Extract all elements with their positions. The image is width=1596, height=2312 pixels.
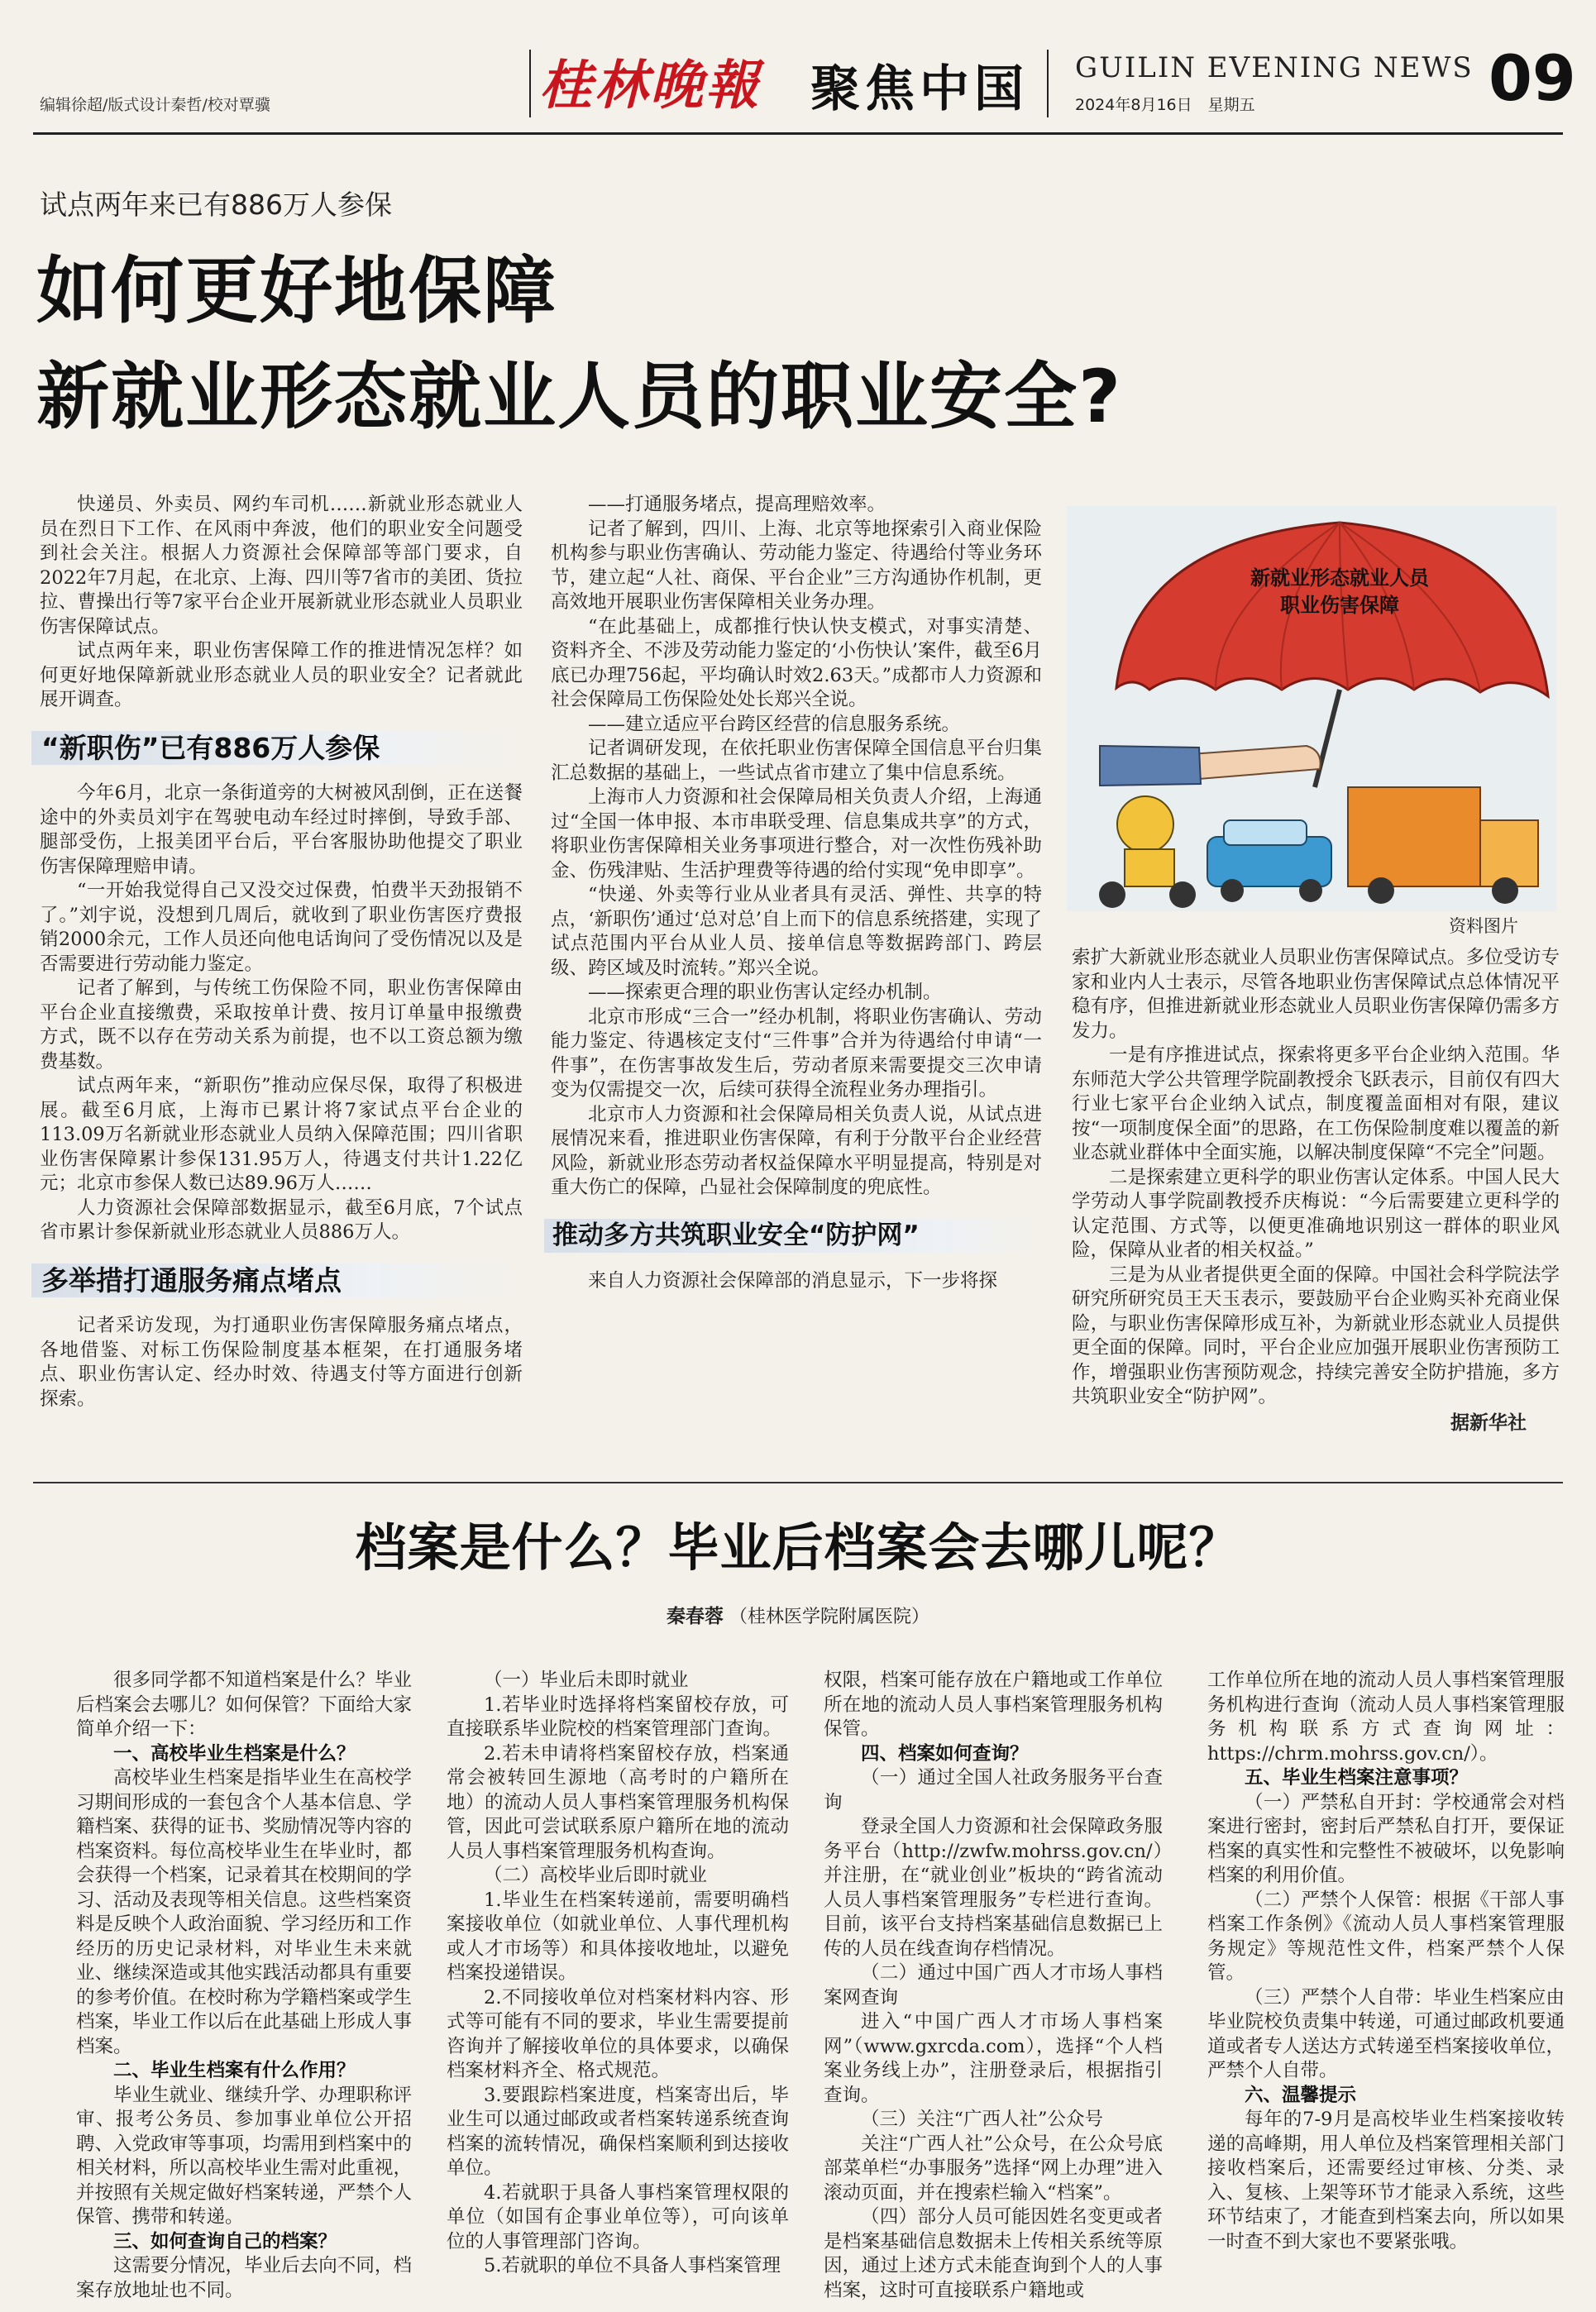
paragraph: （三）关注“广西人社”公众号 bbox=[861, 2109, 1104, 2130]
paragraph: “在此基础上，成都推行快认快支模式，对事实清楚、资料齐全、不涉及劳动能力鉴定的‘小伤快认’案件，截至6月底已办理756起，平均确认时效2.63天。”成都市人力资源和社会保障局工伤保险处处长郑兴全说。 bbox=[551, 615, 1042, 710]
paragraph: 上海市人力资源和社会保障局相关负责人介绍，上海通过“全国一体申报、本市串联受理、信息集成共享”的方式，将职业伤害保障相关业务事项进行整合，对一次性伤残补助金、伤残津贴、生活护理费等待遇的给付实现“免申即享”。 bbox=[551, 786, 1042, 881]
subhead-new-injury: “新职伤”已有886万人参保 bbox=[31, 731, 523, 766]
section-heading: 三、如何查询自己的档案？ bbox=[113, 2230, 337, 2252]
paragraph: “一开始我觉得自己又没交过保费，怕费半天劲报销不了。”刘宇说，没想到几周后，就收到了职业伤害医疗费报销2000余元，工作人员还向他电话询问了受伤情况以及是否需要进行劳动能力鉴定。 bbox=[40, 880, 523, 975]
paragraph: 进入“中国广西人才市场人事档案网”（www.gxrcda.com），选择“个人档案业务线上办”，注册登录后，根据指引查询。 bbox=[824, 2011, 1163, 2106]
paragraph: 4.若就职于具备人事档案管理权限的单位（如国有企事业单位等），可向该单位的人事管理部门咨询。 bbox=[447, 2181, 789, 2252]
paragraph: 2.若未申请将档案留校存放，档案通常会被转回生源地（高考时的户籍所在地）的流动人员人事档案管理服务机构保管，因此可尝试联系原户籍所在地的流动人员人事档案管理服务机构查询。 bbox=[447, 1742, 789, 1862]
section-heading: 六、温馨提示 bbox=[1245, 2084, 1357, 2106]
paragraph: （二）通过中国广西人才市场人事档案网查询 bbox=[824, 1962, 1163, 2009]
paragraph: 关注“广西人社”公众号，在公众号底部菜单栏“办事服务”选择“网上办理”进入滚动页面，并在搜索栏输入“档案”。 bbox=[824, 2133, 1163, 2204]
umbrella-caption-2: 职业伤害保障 bbox=[1280, 594, 1399, 617]
paragraph: 试点两年来，职业伤害保障工作的推进情况怎样？如何更好地保障新就业形态就业人员的职业安全？记者就此展开调查。 bbox=[40, 640, 523, 710]
intro-paragraphs bbox=[40, 493, 523, 713]
article1-column-1 bbox=[40, 493, 523, 1412]
paragraph: 工作单位所在地的流动人员人事档案管理服务机构进行查询（流动人员人事档案管理服务机构联系方式查询网址：https://chrm.mohrss.gov.cn/）。 bbox=[1207, 1670, 1565, 1765]
paragraph: 3.要跟踪档案进度，档案寄出后，毕业生可以通过邮政或者档案转递系统查询档案的流转情况，确保档案顺利到达接收单位。 bbox=[447, 2084, 789, 2179]
section-heading: 一、高校毕业生档案是什么？ bbox=[113, 1742, 356, 1765]
paragraph: （二）高校毕业后即时就业 bbox=[484, 1865, 708, 1886]
paragraph: 5.若就职的单位不具备人事档案管理 bbox=[484, 2255, 781, 2276]
paragraph: 三是为从业者提供更全面的保障。中国社会科学院法学研究所研究员王天玉表示，要鼓励平台企业购买补充商业保险，与职业伤害保障形成互补，为新就业形态就业人员提供更全面的保障。同时，平台企业应加强开展职业伤害预防工作，增强职业伤害预防观念，持续完善安全防护措施，多方共筑职业安全“防护网”。 bbox=[1072, 1263, 1560, 1407]
author-name: 秦春蓉 bbox=[666, 1606, 724, 1627]
newspaper-logo: 桂林晚報 bbox=[539, 55, 761, 117]
umbrella-illustration bbox=[1067, 506, 1556, 911]
article2-headline: 档案是什么？毕业后档案会去哪儿呢？ bbox=[355, 1517, 1241, 1578]
paragraph: ——打通服务堵点，提高理赔效率。 bbox=[588, 494, 886, 515]
paragraph: 来自人力资源社会保障部的消息显示，下一步将探 bbox=[588, 1270, 998, 1292]
editors-credit: 编辑徐超/版式设计秦哲/校对覃骥 bbox=[40, 96, 270, 114]
news-source: 据新华社 bbox=[1450, 1412, 1527, 1434]
section-title: 聚焦中国 bbox=[810, 60, 1029, 118]
english-title: GUILIN EVENING NEWS bbox=[1075, 51, 1474, 84]
paragraph: 试点两年来，“新职伤”推动应保尽保，取得了积极进展。截至6月底，上海市已累计将7家试点平台企业的113.09万名新就业形态就业人员纳入保障范围；四川省职业伤害保障累计参保131.95万人，待遇支付共计1.22亿元；北京市参保人数已达89.96万人…… bbox=[40, 1075, 523, 1194]
paragraph: 北京市形成“三合一”经办机制，将职业伤害确认、劳动能力鉴定、待遇核定支付“三件事”合并为待遇给付申请“一件事”，在伤害事故发生后，劳动者原来需要提交三次申请变为仅需提交一次，后续可获得全流程业务办理指引。 bbox=[551, 1006, 1042, 1101]
paragraph: 北京市人力资源和社会保障局相关负责人说，从试点进展情况来看，推进职业伤害保障，有利于分散平台企业经营风险，新就业形态劳动者权益保障水平明显提高，特别是对重大伤亡的保障，凸显社会保障制度的兜底性。 bbox=[551, 1103, 1042, 1198]
paragraph: （一）通过全国人社政务服务平台查询 bbox=[824, 1767, 1163, 1813]
section-heading: 五、毕业生档案注意事项？ bbox=[1245, 1767, 1469, 1789]
paragraph: 这需要分情况，毕业后去向不同，档案存放地址也不同。 bbox=[76, 2255, 412, 2301]
paragraph: 每年的7-9月是高校毕业生档案接收转递的高峰期，用人单位及档案管理相关部门接收档案后，还需要经过审核、分类、录入、复核、上架等环节才能录入系统，这些环节结束了，才能查到档案去向，所以如果一时查不到大家也不要紧张哦。 bbox=[1207, 2109, 1565, 2252]
paragraph: 记者调研发现，在依托职业伤害保障全国信息平台归集汇总数据的基础上，一些试点省市建立了集中信息系统。 bbox=[551, 738, 1042, 784]
article1-column-2 bbox=[551, 493, 1042, 1294]
umbrella-caption-1: 新就业形态就业人员 bbox=[1250, 566, 1429, 590]
masthead-rule bbox=[33, 132, 1563, 135]
paragraph: （二）严禁个人保管：根据《干部人事档案工作条例》《流动人员人事档案管理服务规定》等规范性文件，档案严禁个人保管。 bbox=[1207, 1889, 1565, 1984]
paragraph: 索扩大新就业形态就业人员职业伤害保障试点。多位受访专家和业内人士表示，尽管各地职业伤害保障试点总体情况平稳有序，但推进新就业形态就业人员职业伤害保障仍需多方发力。 bbox=[1072, 947, 1560, 1042]
paragraph: 权限，档案可能存放在户籍地或工作单位所在地的流动人员人事档案管理服务机构保管。 bbox=[824, 1670, 1163, 1740]
paragraph: （一）毕业后未即时就业 bbox=[484, 1670, 689, 1691]
paragraph: （一）严禁私自开封：学校通常会对档案进行密封，密封后严禁私自打开，要保证档案的真实性和完整性不被破坏，以免影响档案的利用价值。 bbox=[1207, 1791, 1565, 1886]
article1-column-3 bbox=[1072, 946, 1560, 1435]
section-heading: 二、毕业生档案有什么作用？ bbox=[113, 2060, 356, 2081]
illustration-credit: 资料图片 bbox=[1449, 916, 1518, 936]
headline-line-2: 新就业形态就业人员的职业安全? bbox=[36, 354, 1123, 439]
article2-column-1 bbox=[76, 1669, 412, 2303]
paragraph: ——建立适应平台跨区经营的信息服务系统。 bbox=[588, 713, 961, 735]
paragraph: 人力资源社会保障部数据显示，截至6月底，7个试点省市累计参保新就业形态就业人员886万人。 bbox=[40, 1197, 523, 1243]
paragraph: “快递、外卖等行业从业者具有灵活、弹性、共享的特点，‘新职伤’通过‘总对总’自上而下的信息系统搭建，实现了试点范围内平台从业人员、接单信息等数据跨部门、跨层级、跨区域及时流转。”郑兴全说。 bbox=[551, 884, 1042, 979]
subhead-service-pain-points: 多举措打通服务痛点堵点 bbox=[31, 1263, 523, 1298]
article2-column-3 bbox=[824, 1669, 1163, 2303]
paragraph: 很多同学都不知道档案是什么？毕业后档案会去哪儿？如何保管？下面给大家简单介绍一下： bbox=[76, 1670, 412, 1740]
subhead-protection-net: 推动多方共筑职业安全“防护网” bbox=[544, 1219, 1042, 1254]
paragraph: 2.不同接收单位对档案材料内容、形式等可能有不同的要求，毕业生需要提前咨询并了解接收单位的具体要求，以确保档案材料齐全、格式规范。 bbox=[447, 1986, 789, 2081]
headline-line-1: 如何更好地保障 bbox=[36, 248, 558, 333]
page-number: 09 bbox=[1488, 41, 1576, 115]
paragraph: 一是有序推进试点，探索将更多平台企业纳入范围。华东师范大学公共管理学院副教授余飞跃表示，目前仅有四大行业七家平台企业纳入试点，制度覆盖面相对有限，建议按“一项制度保全面”的思路，在工伤保险制度难以覆盖的新业态就业群体中全面实施，以解决制度保障“不完全”问题。 bbox=[1072, 1044, 1560, 1163]
article-kicker: 试点两年来已有886万人参保 bbox=[40, 189, 392, 221]
paragraph: 二是探索建立更科学的职业伤害认定体系。中国人民大学劳动人事学院副教授乔庆梅说：“今后需要建立更科学的认定范围、方式等，以便更准确地识别这一群体的职业风险，保障从业者的相关权益。” bbox=[1072, 1166, 1560, 1261]
source-wrap bbox=[1072, 1412, 1560, 1436]
paragraph: 1.若毕业时选择将档案留校存放，可直接联系毕业院校的档案管理部门查询。 bbox=[447, 1693, 789, 1740]
paragraph: 记者了解到，四川、上海、北京等地探索引入商业保险机构参与职业伤害确认、劳动能力鉴定、待遇给付等业务环节，建立起“人社、商保、平台企业”三方沟通协作机制，更高效地开展职业伤害保障相关业务办理。 bbox=[551, 518, 1042, 613]
article2-column-4 bbox=[1207, 1669, 1565, 2254]
paragraph: 登录全国人力资源和社会保障政务服务平台（http://zwfw.mohrss.gov.cn/）并注册，在“就业创业”板块的“跨省流动人员人事档案管理服务”专栏进行查询。目前，该平台支持档案基础信息数据已上传的人员在线查询存档情况。 bbox=[824, 1816, 1163, 1960]
article2-column-2 bbox=[447, 1669, 789, 2279]
section-paragraphs bbox=[40, 1314, 523, 1412]
section-heading: 四、档案如何查询？ bbox=[861, 1742, 1029, 1765]
article-divider bbox=[33, 1482, 1563, 1483]
paragraph: 记者采访发现，为打通职业伤害保障服务痛点堵点，各地借鉴、对标工伤保险制度基本框架，在打通服务堵点、职业伤害认定、经办时效、待遇支付等方面进行创新探索。 bbox=[40, 1315, 523, 1410]
paragraph: 高校毕业生档案是指毕业生在高校学习期间形成的一套包含个人基本信息、学籍档案、获得的证书、奖励情况等内容的档案资料。每位高校毕业生在毕业时，都会获得一个档案，记录着其在校期间的学习、活动及表现等相关信息。这些档案资料是反映个人政治面貌、学习经历和工作经历的历史记录材料，对毕业生未来就业、继续深造或其他实践活动都具有重要的参考价值。在校时称为学籍档案或学生档案，毕业工作以后在此基础上形成人事档案。 bbox=[76, 1767, 412, 2057]
masthead-divider-2 bbox=[1047, 50, 1049, 117]
paragraph: 1.毕业生在档案转递前，需要明确档案接收单位（如就业单位、人事代理机构或人才市场等）和具体接收地址，以避免档案投递错误。 bbox=[447, 1889, 789, 1984]
paragraph: （三）严禁个人自带：毕业生档案应由毕业院校负责集中转递，可通过邮政机要通道或者专人送达方式转递至档案接收单位，严禁个人自带。 bbox=[1207, 1986, 1565, 2081]
paragraph: 快递员、外卖员、网约车司机……新就业形态就业人员在烈日下工作、在风雨中奔波，他们的职业安全问题受到社会关注。根据人力资源社会保障部等部门要求，自2022年7月起，在北京、上海、四川等7省市的美团、货拉拉、曹操出行等7家平台企业开展新就业形态就业人员职业伤害保障试点。 bbox=[40, 494, 523, 638]
paragraph: （四）部分人员可能因姓名变更或者是档案基础信息数据未上传相关系统等原因，通过上述方式未能查询到个人的人事档案，这时可直接联系户籍地或 bbox=[824, 2206, 1163, 2301]
author-affiliation: （桂林医学院附属医院） bbox=[729, 1607, 929, 1627]
paragraph: 今年6月，北京一条街道旁的大树被风刮倒，正在送餐途中的外卖员刘宇在驾驶电动车经过时摔倒，导致手部、腿部受伤，上报美团平台后，平台客服协助他提交了职业伤害保障理赔申请。 bbox=[40, 782, 523, 877]
issue-date: 2024年8月16日 星期五 bbox=[1075, 96, 1255, 114]
paragraph: ——探索更合理的职业伤害认定经办机制。 bbox=[588, 982, 942, 1003]
article2-byline bbox=[0, 1601, 1596, 1628]
section-paragraphs bbox=[40, 781, 523, 1245]
masthead-divider bbox=[529, 50, 531, 117]
paragraph: 毕业生就业、继续升学、办理职称评审、报考公务员、参加事业单位公开招聘、入党政审等事项，均需用到档案中的相关材料，所以高校毕业生需对此重视，并按照有关规定做好档案转递，严禁个人保管、携带和转递。 bbox=[76, 2084, 412, 2228]
paragraph: 记者了解到，与传统工伤保险不同，职业伤害保障由平台企业直接缴费，采取按单计费、按月订单量申报缴费方式，既不以存在劳动关系为前提，也不以工资总额为缴费基数。 bbox=[40, 977, 523, 1072]
